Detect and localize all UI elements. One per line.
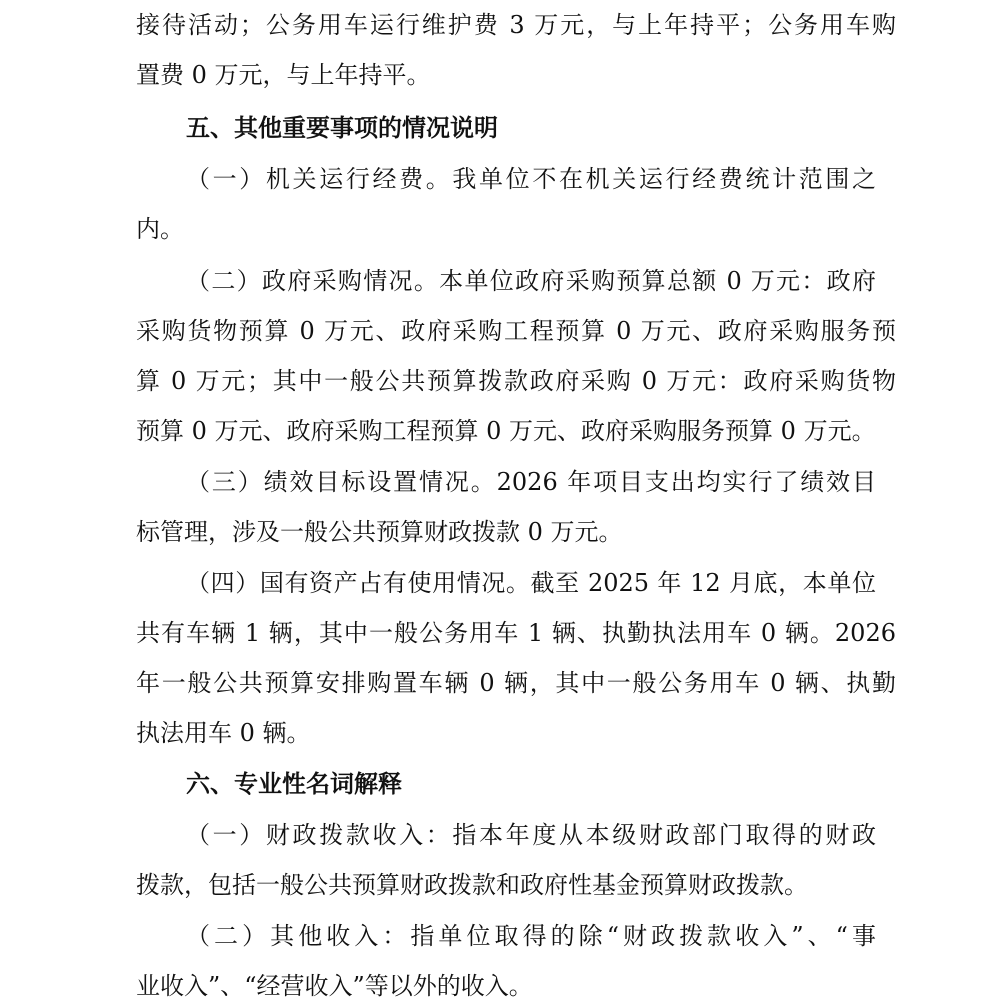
paragraph-line: （一）机关运行经费。我单位不在机关运行经费统计范围之 (186, 165, 876, 193)
paragraph-line: 年一般公共预算安排购置车辆 0 辆，其中一般公务用车 0 辆、执勤 (136, 669, 896, 697)
paragraph-line: 置费 0 万元，与上年持平。 (136, 61, 431, 89)
paragraph-line: 共有车辆 1 辆，其中一般公务用车 1 辆、执勤执法用车 0 辆。2026 (136, 619, 896, 647)
paragraph-line: （一）财政拨款收入：指本年度从本级财政部门取得的财政 (186, 821, 876, 849)
paragraph-line: （二）政府采购情况。本单位政府采购预算总额 0 万元：政府 (186, 267, 876, 295)
paragraph-line: 标管理，涉及一般公共预算财政拨款 0 万元。 (136, 518, 623, 546)
paragraph-line: 接待活动；公务用车运行维护费 3 万元，与上年持平；公务用车购 (136, 11, 896, 39)
paragraph-line: 拨款，包括一般公共预算财政拨款和政府性基金预算财政拨款。 (136, 871, 808, 899)
paragraph-line: （四）国有资产占有使用情况。截至 2025 年 12 月底，本单位 (186, 569, 876, 597)
paragraph-line: 预算 0 万元、政府采购工程预算 0 万元、政府采购服务预算 0 万元。 (136, 417, 876, 445)
paragraph-line: 执法用车 0 辆。 (136, 719, 311, 747)
paragraph-line: 算 0 万元；其中一般公共预算拨款政府采购 0 万元：政府采购货物 (136, 367, 896, 395)
paragraph-line: 业收入”、“经营收入”等以外的收入。 (136, 972, 533, 1000)
paragraph-line: （二）其他收入：指单位取得的除“财政拨款收入”、“事 (186, 922, 876, 950)
paragraph-line: （三）绩效目标设置情况。2026 年项目支出均实行了绩效目 (186, 468, 876, 496)
section-heading: 六、专业性名词解释 (186, 770, 402, 798)
paragraph-line: 采购货物预算 0 万元、政府采购工程预算 0 万元、政府采购服务预 (136, 317, 896, 345)
section-heading: 五、其他重要事项的情况说明 (186, 114, 498, 142)
paragraph-line: 内。 (136, 215, 184, 243)
